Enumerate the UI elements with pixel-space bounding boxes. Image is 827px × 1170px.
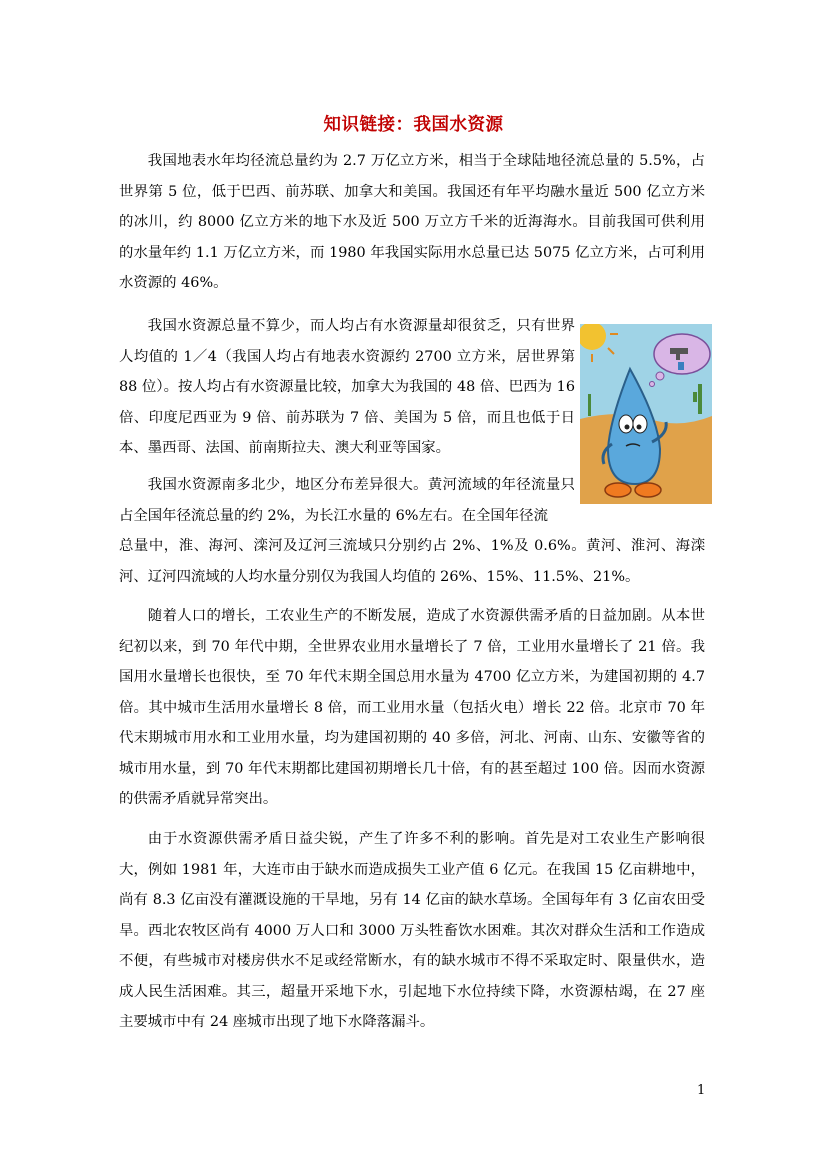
page-title: 知识链接：我国水资源	[323, 115, 504, 135]
paragraph-regional-distribution: 我国水资源南多北少，地区分布差异很大。黄河流域的年径流量只占全国年径流总量的约 2%，为长江水量的 6%左右。在全国年径流	[119, 477, 575, 524]
paragraph-surface-runoff: 我国地表水年均径流总量约为 2.7 万亿立方米，相当于全球陆地径流总量的 5.5%，占世界第 5 位，低于巴西、前苏联、加拿大和美国。我国还有年平均融水量近 500 亿立方米的冰川，约 8000 亿立方米的地下水及近 500 万立方千米的近海海水。目前我国可供利用的水量年约 1.1 万亿立方米，而 1980 年我国实际用水总量已达 5075 亿立方米，占可利用水资源的 46%。	[119, 153, 705, 291]
paragraph-demand-growth: 随着人口的增长，工农业生产的不断发展，造成了水资源供需矛盾的日益加剧。从本世纪初以来，到 70 年代中期，全世界农业用水量增长了 7 倍，工业用水量增长了 21 倍。我国用水量增长也很快，至 70 年代末期全国总用水量为 4700 亿立方米，为建国初期的 4.7 倍。其中城市生活用水量增长 8 倍，而工业用水量（包括火电）增长 22 倍。北京市 70 年代末期城市用水和工业用水量，均为建国初期的 40 多倍，河北、河南、山东、安徽等省的城市用水量，到 70 年代末期都比建国初期增长几十倍，有的甚至超过 100 倍。因而水资源的供需矛盾就异常突出。	[119, 608, 705, 807]
paragraph-regional-distribution-cont: 总量中，淮、海河、滦河及辽河三流域只分别约占 2%、1%及 0.6%。黄河、淮河、海滦河、辽河四流域的人均水量分别仅为我国人均值的 26%、15%、11.5%、21%。	[119, 538, 705, 585]
paragraph-shortage-impact: 由于水资源供需矛盾日益尖锐，产生了许多不利的影响。首先是对工农业生产影响很大，例如 1981 年，大连市由于缺水而造成损失工业产值 6 亿元。在我国 15 亿亩耕地中，尚有 8.3 亿亩没有灌溉设施的干旱地，另有 14 亿亩的缺水草场。全国每年有 3 亿亩农田受旱。西北农牧区尚有 4000 万人口和 3000 万头牲畜饮水困难。其次对群众生活和工作造成不便，有些城市对楼房供水不足或经常断水，有的缺水城市不得不采取定时、限量供水，造成人民生活困难。其三，超量开采地下水，引起地下水位持续下降，水资源枯竭，在 27 座主要城市中有 24 座城市出现了地下水降落漏斗。	[119, 831, 705, 1030]
page-number: 1	[697, 1083, 706, 1098]
paragraph-per-capita: 我国水资源总量不算少，而人均占有水资源量却很贫乏，只有世界人均值的 1／4（我国人均占有地表水资源约 2700 立方米，居世界第 88 位）。按人均占有水资源量比较，加拿大为我国的 48 倍、巴西为 16 倍、印度尼西亚为 9 倍、前苏联为 7 倍、美国为 5 倍，而且也低于日本、墨西哥、法国、前南斯拉夫、澳大利亚等国家。	[119, 318, 575, 456]
thirsty-water-drop-cartoon-icon	[580, 324, 712, 504]
